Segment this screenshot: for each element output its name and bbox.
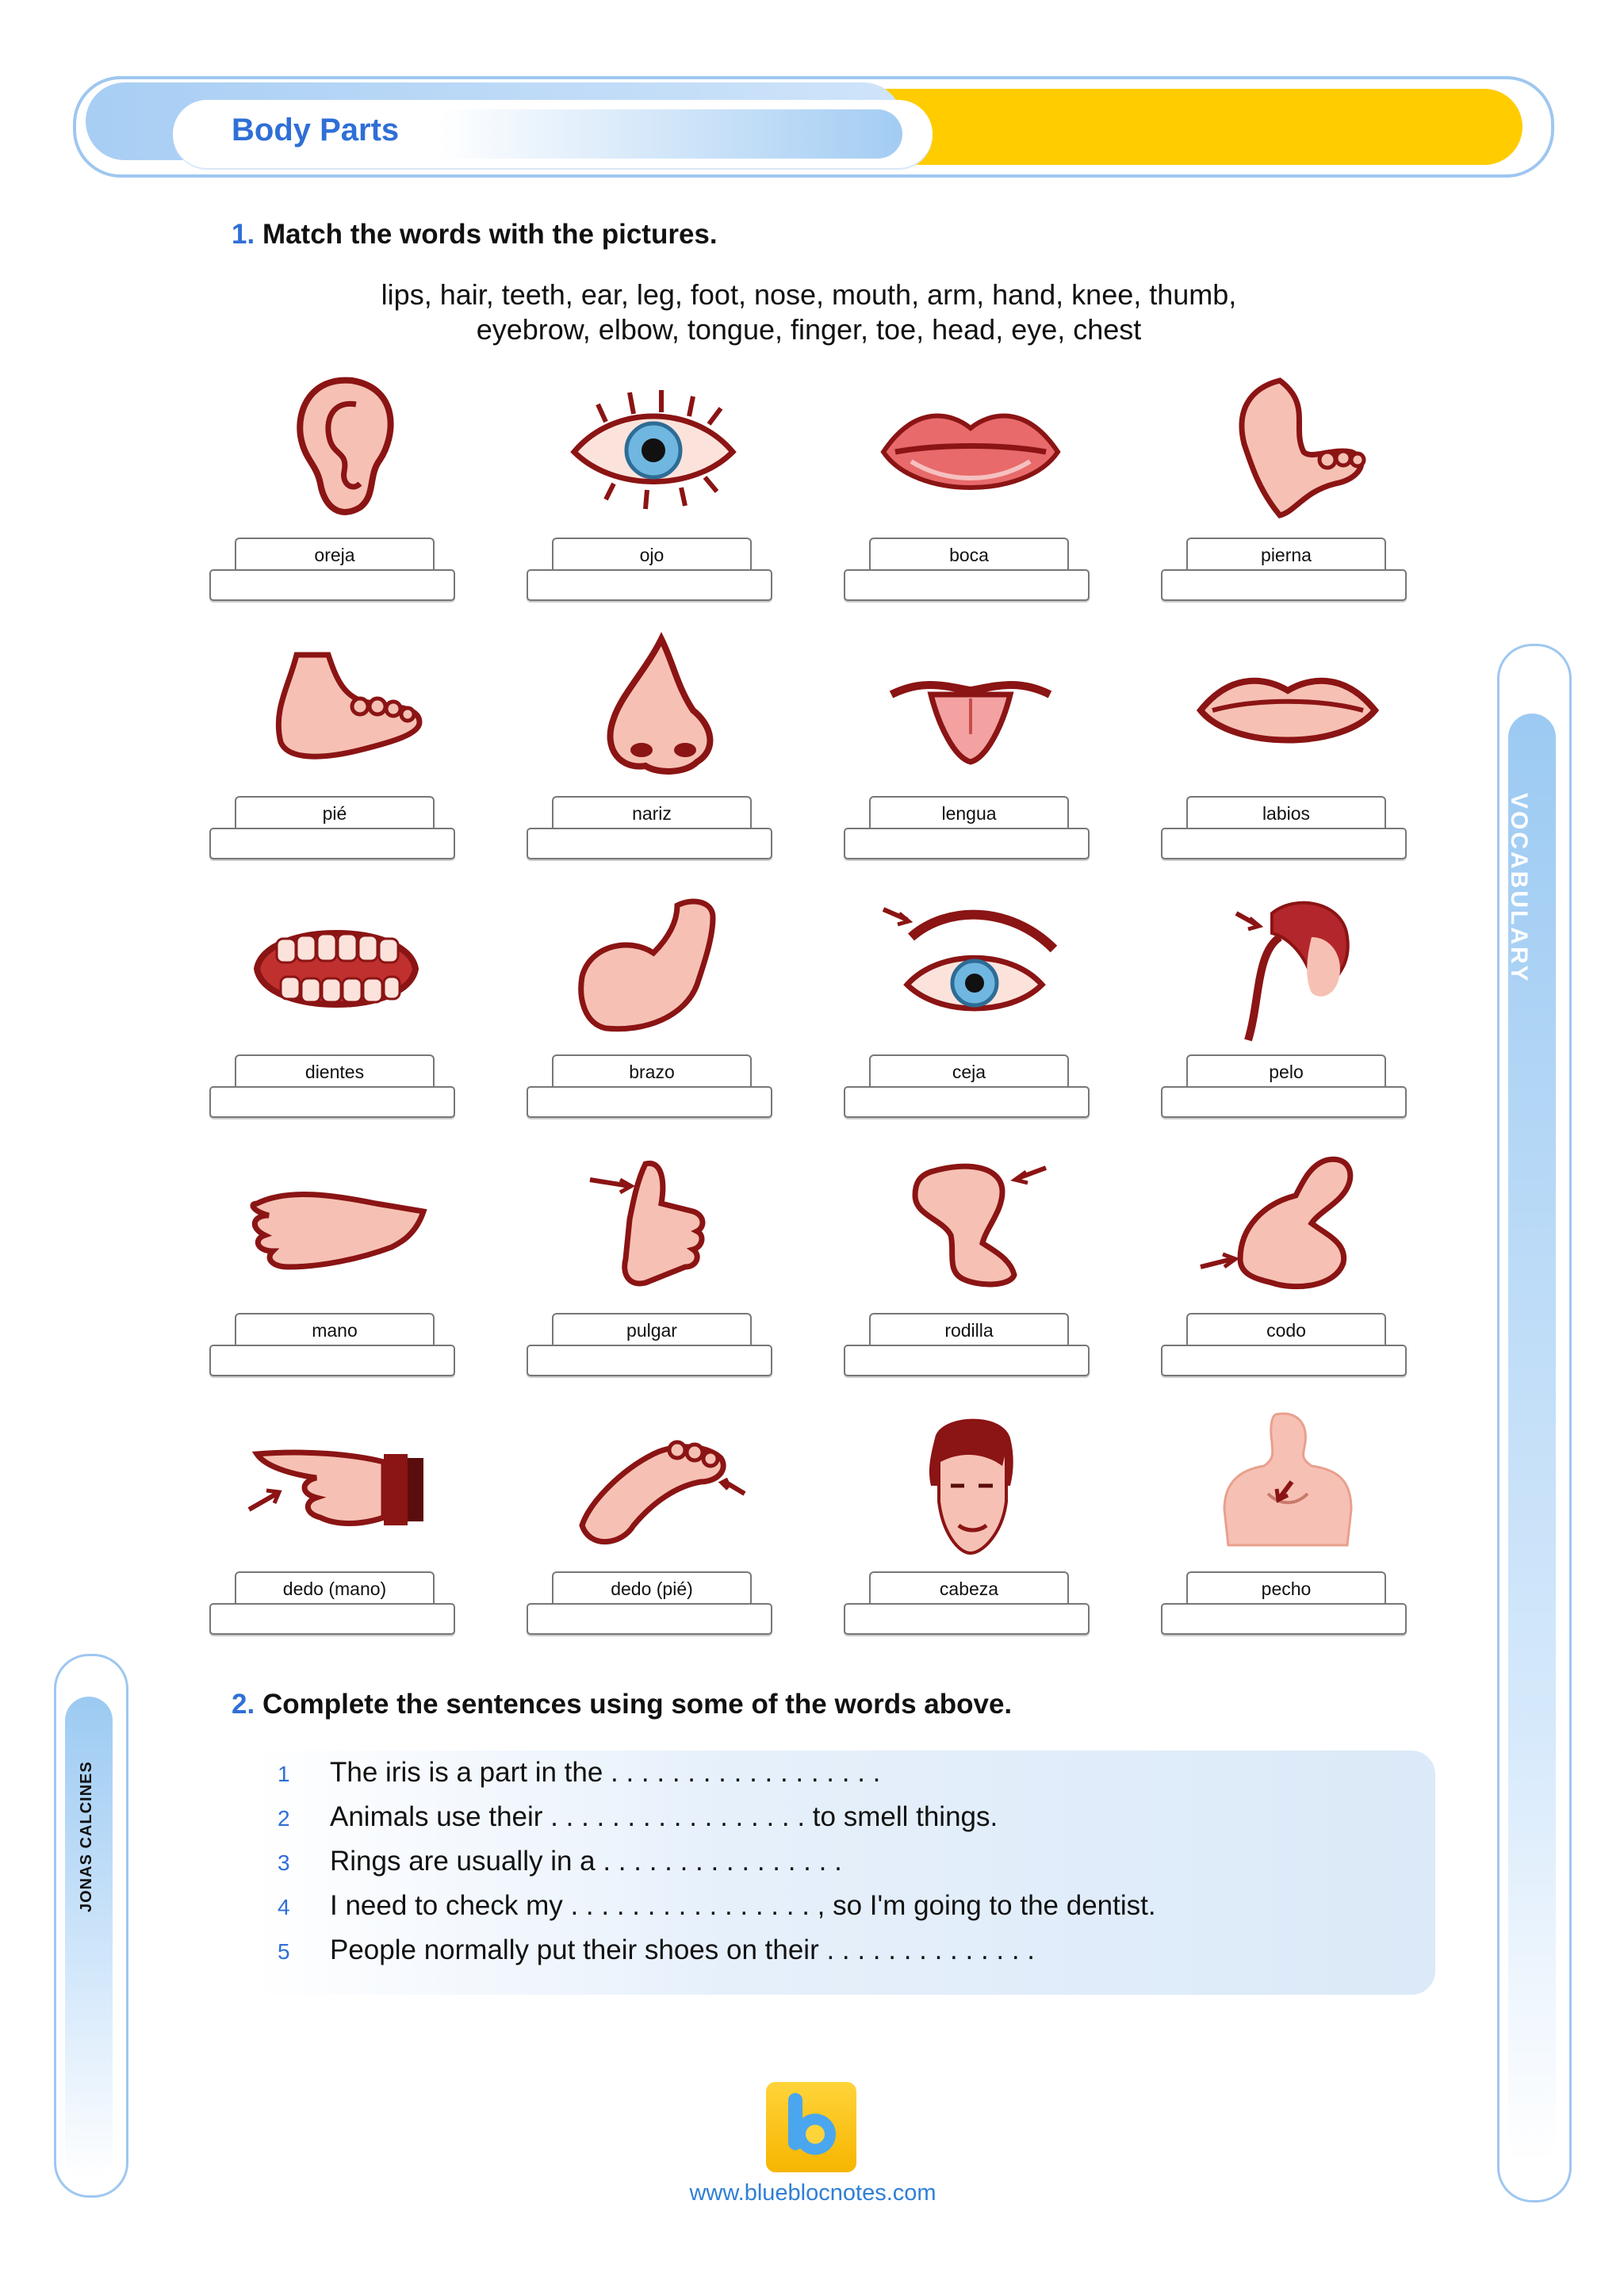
sentence-number: 1 — [278, 1762, 290, 1786]
spanish-word-label: oreja — [235, 538, 435, 571]
answer-field[interactable] — [527, 1603, 772, 1635]
word-bank — [222, 277, 1396, 347]
spanish-word-label: labios — [1186, 796, 1386, 829]
answer-field[interactable] — [209, 1603, 455, 1635]
sentence-number: 4 — [278, 1895, 290, 1919]
picture-card — [844, 1406, 1097, 1644]
sentence-number: 5 — [278, 1939, 290, 1964]
ear-icon — [241, 373, 431, 531]
sentence-number: 3 — [278, 1850, 290, 1875]
elbow-icon — [1193, 1148, 1383, 1307]
answer-field[interactable] — [844, 1345, 1090, 1376]
answer-field[interactable] — [209, 1345, 455, 1376]
answer-field[interactable] — [844, 1603, 1090, 1635]
teeth-icon — [241, 890, 431, 1048]
foot-icon — [241, 631, 431, 790]
answer-field[interactable] — [1161, 828, 1407, 859]
lips-icon — [1193, 631, 1383, 790]
picture-card — [1161, 890, 1415, 1127]
tongue-icon — [875, 631, 1066, 790]
eye-icon — [558, 373, 749, 531]
sentence-number: 2 — [278, 1806, 290, 1831]
sentence-item — [278, 1801, 998, 1833]
spanish-word-label: ceja — [869, 1054, 1069, 1088]
picture-card — [844, 631, 1097, 869]
thumb-icon — [558, 1148, 749, 1307]
picture-card — [527, 1406, 780, 1644]
spanish-word-label: pelo — [1186, 1054, 1386, 1088]
sentence-text[interactable]: Rings are usually in a . . . . . . . . . . . . . . . . — [330, 1846, 842, 1877]
sentence-text[interactable]: People normally put their shoes on their . . . . . . . . . . . . . . — [330, 1934, 1036, 1965]
spanish-word-label: pecho — [1186, 1571, 1386, 1605]
section-label-vocabulary: VOCABULARY — [1506, 793, 1532, 984]
answer-field[interactable] — [1161, 569, 1407, 601]
sentence-text[interactable]: The iris is a part in the . . . . . . . . . . . . . . . . . . — [330, 1757, 881, 1788]
spanish-word-label: mano — [235, 1313, 435, 1346]
sentence-item — [278, 1846, 842, 1877]
spanish-word-label: lengua — [869, 796, 1069, 829]
knee-icon — [875, 1148, 1066, 1307]
answer-field[interactable] — [209, 828, 455, 859]
answer-field[interactable] — [527, 828, 772, 859]
picture-card — [527, 373, 780, 610]
exercise-1-heading — [232, 219, 718, 251]
spanish-word-label: pulgar — [552, 1313, 752, 1346]
answer-field[interactable] — [1161, 1345, 1407, 1376]
answer-field[interactable] — [844, 569, 1090, 601]
spanish-word-label: boca — [869, 538, 1069, 571]
logo-b-icon — [766, 2082, 856, 2172]
answer-field[interactable] — [844, 828, 1090, 859]
answer-field[interactable] — [527, 569, 772, 601]
finger-icon — [241, 1406, 431, 1565]
picture-card — [1161, 373, 1415, 610]
picture-card — [844, 373, 1097, 610]
sentence-item — [278, 1757, 880, 1789]
page-title: Body Parts — [232, 113, 400, 147]
picture-card — [209, 631, 463, 869]
sentence-text[interactable]: Animals use their . . . . . . . . . . . . . . . . . to smell things. — [330, 1801, 998, 1832]
arm-icon — [558, 890, 749, 1048]
answer-field[interactable] — [844, 1086, 1090, 1118]
exercise-2-number: 2. — [232, 1689, 255, 1720]
word-bank-line-1: lips, hair, teeth, ear, leg, foot, nose, mouth, arm, hand, knee, thumb, — [381, 278, 1237, 311]
spanish-word-label: dedo (mano) — [235, 1571, 435, 1605]
spanish-word-label: cabeza — [869, 1571, 1069, 1605]
spanish-word-label: rodilla — [869, 1313, 1069, 1346]
exercise-1-instruction: Match the words with the pictures. — [262, 219, 718, 250]
head-icon — [875, 1406, 1066, 1565]
picture-card — [1161, 1148, 1415, 1386]
exercise-2-instruction: Complete the sentences using some of the words above. — [262, 1689, 1013, 1720]
eyebrow-icon — [875, 890, 1066, 1048]
picture-card — [844, 1148, 1097, 1386]
spanish-word-label: codo — [1186, 1313, 1386, 1346]
answer-field[interactable] — [1161, 1603, 1407, 1635]
picture-card — [527, 631, 780, 869]
hair-icon — [1193, 890, 1383, 1048]
exercise-2-heading — [232, 1689, 1012, 1720]
answer-field[interactable] — [209, 1086, 455, 1118]
picture-card — [209, 1406, 463, 1644]
picture-card — [527, 890, 780, 1127]
sentence-item — [278, 1934, 1035, 1966]
exercise-1-number: 1. — [232, 219, 255, 250]
picture-card — [209, 373, 463, 610]
leg-icon — [1193, 373, 1383, 531]
picture-card — [1161, 1406, 1415, 1644]
website-link[interactable]: www.blueblocnotes.com — [689, 2180, 936, 2206]
nose-icon — [558, 631, 749, 790]
picture-card — [527, 1148, 780, 1386]
picture-card — [1161, 631, 1415, 869]
answer-field[interactable] — [527, 1345, 772, 1376]
spanish-word-label: brazo — [552, 1054, 752, 1088]
spanish-word-label: dientes — [235, 1054, 435, 1088]
spanish-word-label: ojo — [552, 538, 752, 571]
blueblocnotes-logo — [766, 2082, 856, 2172]
answer-field[interactable] — [527, 1086, 772, 1118]
spanish-word-label: dedo (pié) — [552, 1571, 752, 1605]
toe-icon — [558, 1406, 749, 1565]
chest-icon — [1193, 1406, 1383, 1565]
word-bank-line-2: eyebrow, elbow, tongue, finger, toe, head, eye, chest — [476, 313, 1142, 346]
spanish-word-label: nariz — [552, 796, 752, 829]
picture-card — [209, 890, 463, 1127]
mouth-icon — [875, 373, 1066, 531]
hand-icon — [241, 1148, 431, 1307]
sentence-text[interactable]: I need to check my . . . . . . . . . . . . . . . . , so I'm going to the dentist. — [330, 1890, 1156, 1921]
spanish-word-label: pierna — [1186, 538, 1386, 571]
answer-field[interactable] — [209, 569, 455, 601]
answer-field[interactable] — [1161, 1086, 1407, 1118]
picture-card — [844, 890, 1097, 1127]
picture-card — [209, 1148, 463, 1386]
spanish-word-label: pié — [235, 796, 435, 829]
author-label: JONAS CALCINES — [78, 1761, 95, 1912]
sentence-item — [278, 1890, 1156, 1922]
